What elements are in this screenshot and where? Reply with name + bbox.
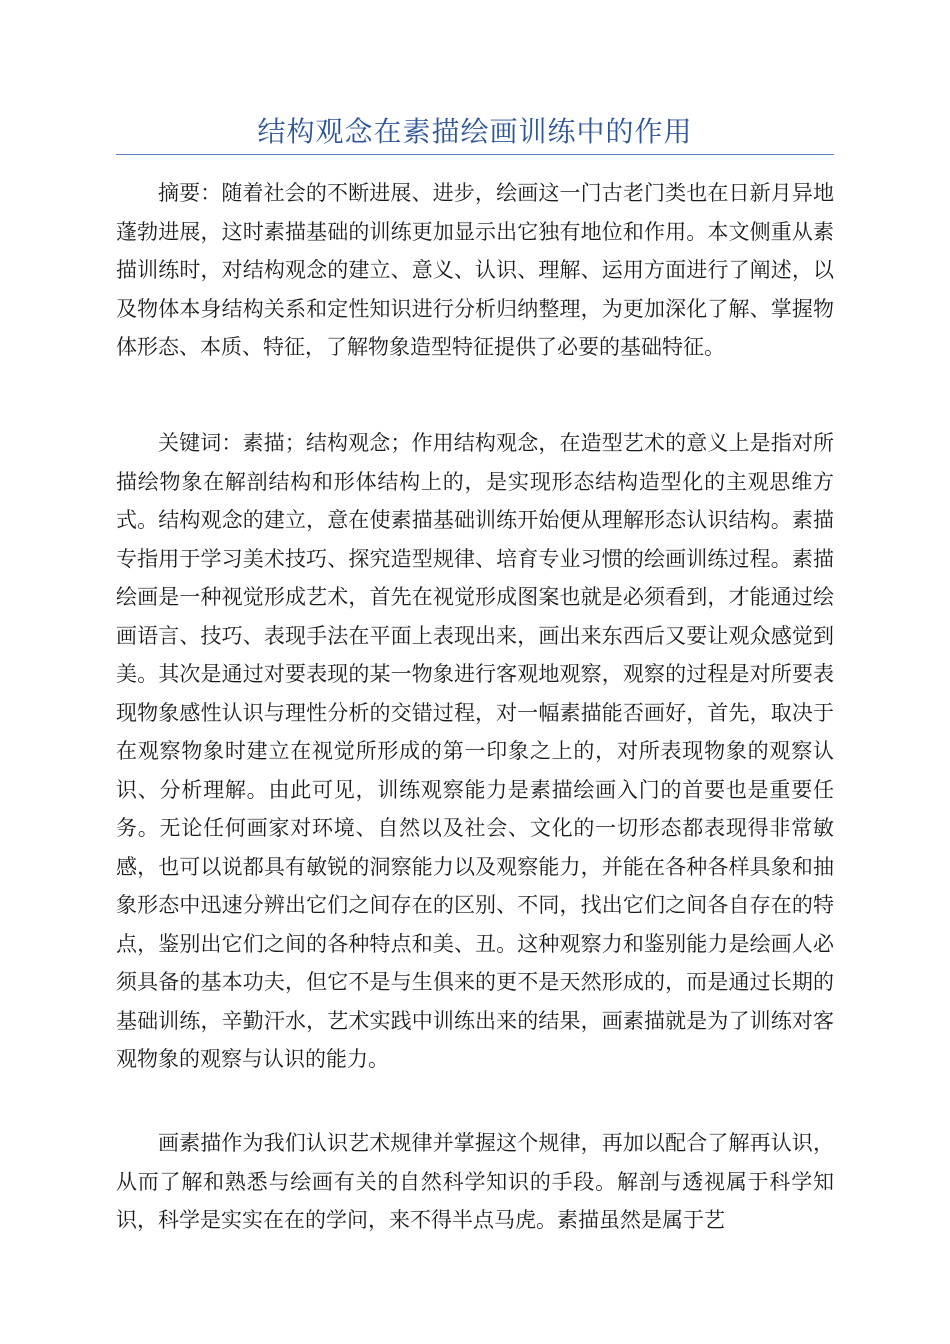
body-paragraph: 画素描作为我们认识艺术规律并掌握这个规律，再加以配合了解再认识，从而了解和熟悉与绘画有关的自然科学知识的手段。解剖与透视属于科学知识，科学是实实在在的学问，来不得半点马虎。素描虽然是属于艺	[116, 1131, 834, 1232]
body-section	[116, 1124, 834, 1240]
document-title: 结构观念在素描绘画训练中的作用	[257, 115, 693, 148]
abstract-section	[116, 174, 834, 367]
title-underline	[116, 154, 834, 155]
keywords-paragraph: 关键词：素描；结构观念；作用结构观念，在造型艺术的意义上是指对所描绘物象在解剖结构和形体结构上的，是实现形态结构造型化的主观思维方式。结构观念的建立，意在使素描基础训练开始便从理解形态认识结构。素描专指用于学习美术技巧、探究造型规律、培育专业习惯的绘画训练过程。素描绘画是一种视觉形成艺术，首先在视觉形成图案也就是必须看到，才能通过绘画语言、技巧、表现手法在平面上表现出来，画出来东西后又要让观众感觉到美。其次是通过对要表现的某一物象进行客观地观察，观察的过程是对所要表现物象感性认识与理性分析的交错过程，对一幅素描能否画好，首先，取决于在观察物象时建立在视觉所形成的第一印象之上的，对所表现物象的观察认识、分析理解。由此可见，训练观察能力是素描绘画入门的首要也是重要任务。无论任何画家对环境、自然以及社会、文化的一切形态都表现得非常敏感，也可以说都具有敏锐的洞察能力以及观察能力，并能在各种各样具象和抽象形态中迅速分辨出它们之间存在的区别、不同，找出它们之间各自存在的特点，鉴别出它们之间的各种特点和美、丑。这种观察力和鉴别能力是绘画人必须具备的基本功夫，但它不是与生俱来的更不是天然形成的，而是通过长期的基础训练，辛勤汗水，艺术实践中训练出来的结果，画素描就是为了训练对客观物象的观察与认识的能力。	[116, 431, 834, 1071]
keywords-section	[116, 424, 834, 1079]
abstract-paragraph: 摘要：随着社会的不断进展、进步，绘画这一门古老门类也在日新月异地蓬勃进展，这时素描基础的训练更加显示出它独有地位和作用。本文侧重从素描训练时，对结构观念的建立、意义、认识、理解、运用方面进行了阐述，以及物体本身结构关系和定性知识进行分析归纳整理，为更加深化了解、掌握物体形态、本质、特征，了解物象造型特征提供了必要的基础特征。	[116, 181, 834, 359]
